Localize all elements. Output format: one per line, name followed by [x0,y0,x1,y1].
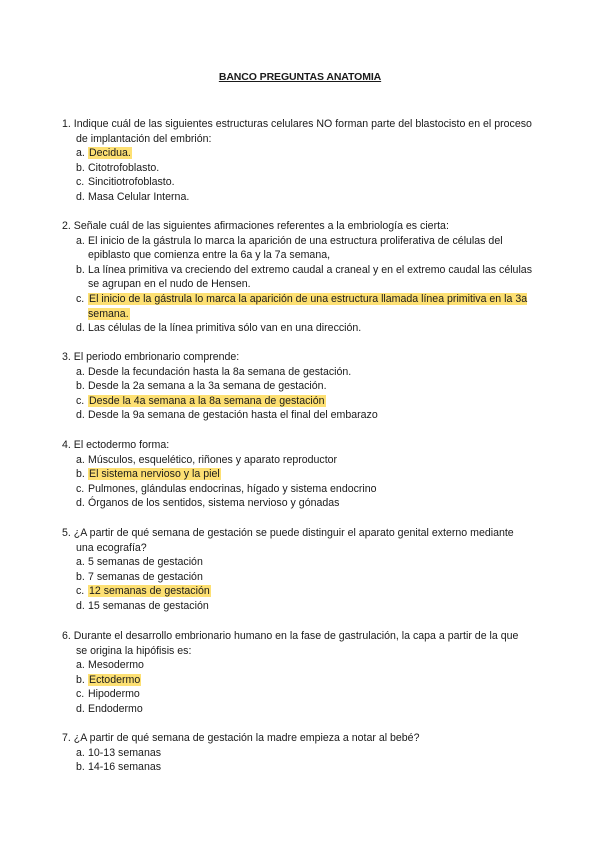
option-letter: d. [76,599,85,612]
answer-options [62,365,532,423]
answer-option [62,234,532,263]
option-letter: a. [76,453,85,466]
answer-option [62,365,532,380]
question-stem: 4. El ectodermo forma: [62,439,170,451]
option-text: Citotrofoblasto. [88,161,160,174]
answer-options [62,746,532,775]
option-letter: b. [76,761,85,774]
option-text: Músculos, esquelético, riñones y aparato reproductor [88,453,338,466]
option-text: El inicio de la gástrula lo marca la aparición de una estructura proliferativa de células del epiblasto que comienza entre la 6a y la 7a semana, [88,234,503,262]
answer-option [62,321,532,336]
answer-options [62,234,532,336]
answer-option [62,467,532,482]
answer-option [62,599,532,614]
question-stem: 7. ¿A partir de qué semana de gestación la madre empieza a notar al bebé? [62,732,420,744]
question-1 [62,117,532,205]
answer-option [62,555,532,570]
option-letter: d. [76,702,85,715]
option-text: Sincitiotrofoblasto. [88,176,175,189]
question-stem: 6. Durante el desarrollo embrionario humano en la fase de gastrulación, la capa a partir de la que se origina la hipófisis es: [62,630,519,657]
answer-option [62,570,532,585]
answer-option [62,482,532,497]
option-letter: b. [76,468,85,481]
option-text: Masa Celular Interna. [88,190,190,203]
answer-option [62,408,532,423]
answer-option [62,175,532,190]
answer-option [62,161,532,176]
answer-option [62,658,532,673]
answer-options [62,555,532,613]
option-letter: b. [76,380,85,393]
question-stem: 1. Indique cuál de las siguientes estructuras celulares NO forman parte del blastocisto en el proceso de implantación del embrión: [62,118,532,145]
option-letter: a. [76,147,85,160]
option-letter: a. [76,556,85,569]
option-letter: b. [76,161,85,174]
option-text: 10-13 semanas [88,746,162,759]
option-letter: c. [76,688,85,701]
option-letter: a. [76,234,85,247]
question-5 [62,526,532,614]
answer-option [62,263,532,292]
answer-option [62,760,532,775]
question-3 [62,350,532,423]
answer-option [62,702,532,717]
question-stem: 3. El periodo embrionario comprende: [62,351,240,363]
answer-option [62,746,532,761]
option-letter: b. [76,570,85,583]
option-text: Endodermo [88,702,143,715]
option-letter: c. [76,176,85,189]
option-letter: d. [76,497,85,510]
option-letter: a. [76,746,85,759]
option-text: Órganos de los sentidos, sistema nervioso y gónadas [88,497,340,510]
option-text-highlighted: Desde la 4a semana a la 8a semana de gestación [89,394,325,407]
option-text: 5 semanas de gestación [88,556,203,569]
question-7 [62,731,532,775]
option-text: Mesodermo [88,659,144,672]
option-letter: d. [76,409,85,422]
answer-option [62,673,532,688]
option-letter: c. [76,292,85,305]
answer-option [62,496,532,511]
option-text: Desde la 9a semana de gestación hasta el final del embarazo [88,409,378,422]
option-letter: d. [76,322,85,335]
answer-option [62,687,532,702]
question-4 [62,438,532,511]
answer-option [62,190,532,205]
option-text: Pulmones, glándulas endocrinas, hígado y sistema endocrino [88,482,377,495]
answer-option [62,453,532,468]
option-letter: b. [76,673,85,686]
option-text: Desde la fecundación hasta la 8a semana de gestación. [88,365,352,378]
answer-options [62,453,532,511]
answer-options [62,658,532,716]
question-stem: 2. Señale cuál de las siguientes afirmaciones referentes a la embriología es cierta: [62,220,449,232]
option-text: La línea primitiva va creciendo del extremo caudal a craneal y en el extremo caudal las células se agrupan en el nudo de Hensen. [88,263,532,291]
option-text: 7 semanas de gestación [88,570,203,583]
option-letter: d. [76,190,85,203]
option-text-highlighted: El sistema nervioso y la piel [89,468,220,481]
answer-option [62,379,532,394]
option-text-highlighted: Ectodermo [89,673,141,686]
answer-option [62,146,532,161]
option-letter: c. [76,482,85,495]
document-title [0,71,600,83]
question-2 [62,219,532,336]
option-letter: a. [76,365,85,378]
option-text: Hipodermo [88,688,140,701]
option-letter: b. [76,263,85,276]
option-text-highlighted: Decidua. [89,147,131,160]
question-stem: 5. ¿A partir de qué semana de gestación se puede distinguir el aparato genital externo mediante una ecografía? [62,527,514,554]
answer-option [62,394,532,409]
option-text: 14-16 semanas [88,761,162,774]
option-text-highlighted: 12 semanas de gestación [89,585,210,598]
option-letter: c. [76,394,85,407]
option-letter: a. [76,659,85,672]
question-6 [62,629,532,717]
answer-option [62,292,532,321]
option-letter: c. [76,585,85,598]
answer-options [62,146,532,204]
option-text: 15 semanas de gestación [88,599,209,612]
option-text-highlighted: El inicio de la gástrula lo marca la aparición de una estructura llamada línea primitiva en la 3a semana. [88,292,528,320]
document-title-text: BANCO PREGUNTAS ANATOMIA [218,71,382,83]
option-text: Desde la 2a semana a la 3a semana de gestación. [88,380,327,393]
option-text: Las células de la línea primitiva sólo van en una dirección. [88,322,362,335]
answer-option [62,584,532,599]
